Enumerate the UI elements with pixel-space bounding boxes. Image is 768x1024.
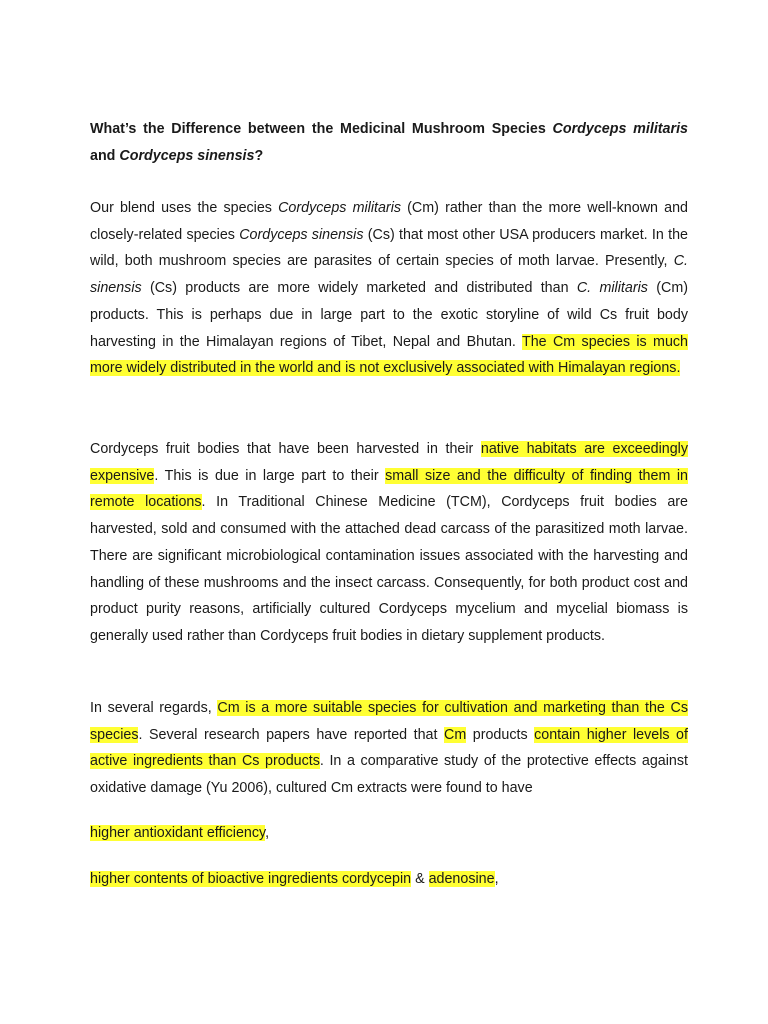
paragraph-species-intro: Our blend uses the species Cordyceps militaris (Cm) rather than the more well-known and closely-related species Cordyceps sinensis (Cs) that most other USA producers market. In the wild, both mushroom species are parasites of certain species of moth larvae. Presently, C. sinensis (Cs) products are more widely marketed and distributed than C. militaris (Cm) products. This is perhaps due in large part to the exotic storyline of wild Cs fruit body harvesting in the Himalayan regions of Tibet, Nepal and Bhutan. The Cm species is much more widely distributed in the world and is not exclusively associated with Himalayan regions.	[90, 200, 688, 377]
finding-line-ingredients: higher contents of bioactive ingredients cordycepin & adenosine,	[90, 871, 499, 887]
highlighted-text: higher contents of bioactive ingredients cordycepin	[90, 871, 412, 887]
document-title: What’s the Difference between the Medicinal Mushroom Species Cordyceps militaris and Cordyceps sinensis?	[90, 121, 688, 164]
highlighted-text: Cm is a more suitable species for cultivation and marketing than the Cs species	[90, 700, 688, 743]
finding-line-antioxidant: higher antioxidant efficiency,	[90, 825, 270, 841]
highlighted-text: contain higher levels of active ingredients than Cs products	[90, 726, 688, 770]
paragraph-cultivation: In several regards, Cm is a more suitable species for cultivation and marketing than the Cs species. Several research papers have reported that Cm products contain higher levels of active ingredients than Cs products. In a comparative study of the protective effects against oxidative damage (Yu 2006), cultured Cm extracts were found to have	[90, 700, 688, 797]
paragraph-fruit-bodies: Cordyceps fruit bodies that have been harvested in their native habitats are exceedingly expensive. This is due in large part to their small size and the difficulty of finding them in remote locations. In Traditional Chinese Medicine (TCM), Cordyceps fruit bodies are harvested, sold and consumed with the attached dead carcass of the parasitized moth larvae. There are significant microbiological contamination issues associated with the harvesting and handling of these mushrooms and the insect carcass. Consequently, for both product cost and product purity reasons, artificially cultured Cordyceps mycelium and mycelial biomass is generally used rather than Cordyceps fruit bodies in dietary supplement products.	[90, 441, 688, 644]
highlighted-text: adenosine	[428, 871, 495, 887]
highlighted-text: Cm	[444, 726, 467, 743]
highlighted-text: The Cm species is much more widely distributed in the world and is not exclusively associated with Himalayan regions.	[90, 333, 688, 377]
highlighted-text: native habitats are exceedingly expensive	[90, 441, 688, 484]
highlighted-text: higher antioxidant efficiency	[90, 825, 266, 841]
highlighted-text: small size and the difficulty of finding them in remote locations	[90, 467, 688, 511]
